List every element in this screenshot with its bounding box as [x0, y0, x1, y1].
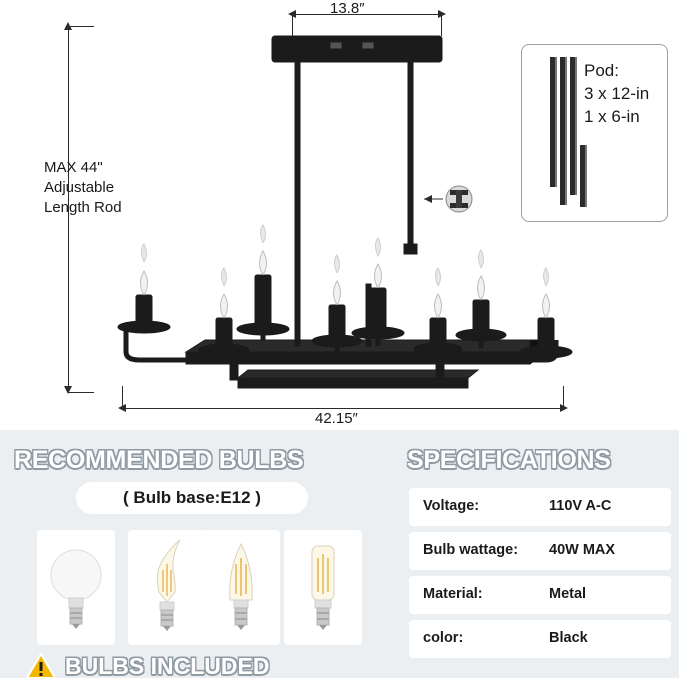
rod-right	[408, 62, 413, 252]
bulb-base-pill: ( Bulb base:E12 )	[76, 482, 308, 514]
spec-key-color: color:	[423, 630, 464, 646]
rod-label-line-1: MAX 44"	[44, 159, 103, 176]
spec-value-material: Metal	[549, 586, 587, 602]
info-panels	[0, 430, 679, 678]
spec-key-bulb-wattage: Bulb wattage:	[423, 542, 519, 558]
globe-bulb-icon	[37, 530, 115, 645]
recommended-bulbs-title: RECOMMENDED BULBS	[14, 446, 304, 474]
spec-row-color	[409, 620, 671, 658]
spec-key-material: Material:	[423, 586, 483, 602]
spec-value-bulb-wattage: 40W MAX	[549, 542, 616, 558]
spec-row-bulb-wattage	[409, 532, 671, 570]
bulb-card-candle	[202, 530, 280, 645]
spec-row-voltage	[409, 488, 671, 526]
pod-line-2: 3 x 12-in	[584, 84, 650, 103]
spec-value-color: Black	[549, 630, 588, 646]
rod-left	[295, 62, 300, 284]
tubular-bulb-icon	[284, 530, 362, 645]
pod-callout-box	[521, 44, 668, 222]
pod-callout-text	[584, 59, 649, 128]
spec-key-voltage: Voltage:	[423, 498, 480, 514]
rod-connector-detail	[446, 186, 472, 212]
pod-line-1: Pod:	[584, 61, 619, 80]
bulb-card-flame-tip	[128, 530, 206, 645]
bulbs-included-row	[26, 652, 269, 680]
rod-label-line-3: Length Rod	[44, 199, 122, 216]
top-dimension-label: 13.8″	[330, 0, 365, 17]
pod-line-3: 1 x 6-in	[584, 107, 640, 126]
flame-tip-bulb-icon	[128, 530, 206, 645]
bulb-card-tubular	[284, 530, 362, 645]
bulbs-included-label: BULBS INCLUDED	[65, 652, 270, 679]
candle-bulb-icon	[202, 530, 280, 645]
spec-row-material	[409, 576, 671, 614]
warning-triangle-icon	[26, 652, 56, 680]
specifications-panel	[398, 430, 679, 678]
canopy-plate	[272, 36, 442, 62]
spec-value-voltage: 110V A-C	[549, 498, 612, 514]
bottom-dimension-label: 42.15″	[315, 410, 358, 427]
specifications-title: SPECIFICATIONS	[407, 446, 611, 474]
bulb-card-globe	[37, 530, 115, 645]
recommended-bulbs-panel	[0, 430, 398, 678]
rod-label-line-2: Adjustable	[44, 179, 115, 196]
